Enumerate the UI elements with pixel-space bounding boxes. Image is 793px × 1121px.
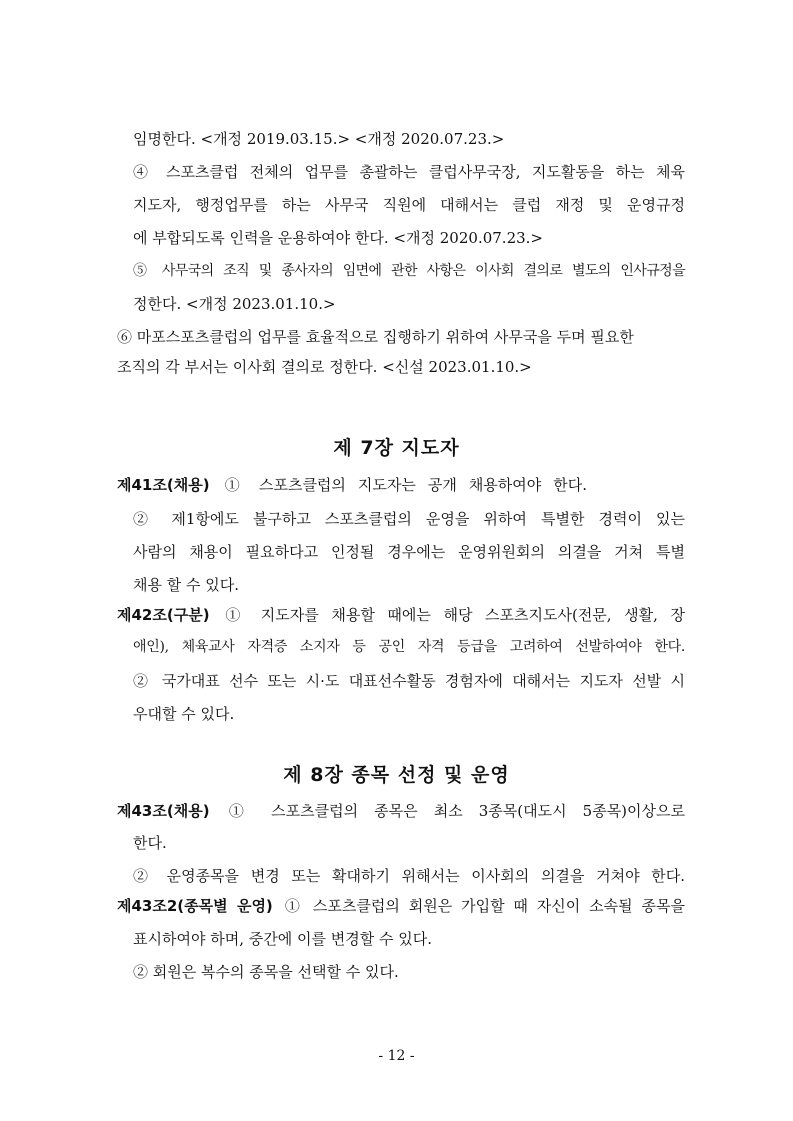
article-41-line-1 — [117, 475, 587, 495]
page-number: - 12 - — [378, 1048, 415, 1064]
chapter-7-title: 제 7장 지도자 — [333, 437, 460, 459]
article-42-line-1 — [117, 605, 685, 625]
text-line: 임명한다. <개정 2019.03.15.> <개정 2020.07.23.> — [133, 130, 505, 148]
article-43-line-1 — [117, 801, 685, 821]
article-43-2-label: 제43조2(종목별 운영) — [117, 897, 273, 915]
article-42-text: ① 지도자를 채용할 때에는 해당 스포츠지도사(전문, 생활, 장 — [217, 606, 685, 624]
article-42-line-4: 우대할 수 있다. — [133, 705, 235, 723]
article-41-text: ① 스포츠클럽의 지도자는 공개 채용하여야 한다. — [217, 476, 587, 494]
article-41-line-4: 채용 할 수 있다. — [133, 576, 240, 594]
article-43-line-2: 한다. — [133, 834, 167, 852]
article-43-line-3: ② 운영종목을 변경 또는 확대하기 위해서는 이사회의 의결을 거쳐야 한다. — [133, 867, 685, 885]
article-41-line-3: 사람의 채용이 필요하다고 인정될 경우에는 운영위원회의 의결을 거쳐 특별 — [133, 543, 685, 561]
chapter-8-title: 제 8장 종목 선정 및 운영 — [283, 764, 510, 786]
article-43-text: ① 스포츠클럽의 종목은 최소 3종목(대도시 5종목)이상으로 — [217, 802, 685, 820]
article-43-2-line-2: 표시하여야 하며, 중간에 이를 변경할 수 있다. — [133, 930, 432, 948]
article-43-label: 제43조(채용) — [117, 802, 210, 820]
article-42-line-3: ② 국가대표 선수 또는 시·도 대표선수활동 경험자에 대해서는 지도자 선발 시 — [133, 672, 685, 690]
article-41-label: 제41조(채용) — [117, 476, 210, 494]
text-line: 조직의 각 부서는 이사회 결의로 정한다. <신설 2023.01.10.> — [117, 358, 532, 376]
article-43-2-text: ① 스포츠클럽의 회원은 가입할 때 자신이 소속될 종목을 — [280, 897, 685, 915]
article-43-2-line-1 — [117, 896, 685, 916]
text-line: 지도자, 행정업무를 하는 사무국 직원에 대해서는 클럽 재정 및 운영규정 — [133, 196, 685, 214]
article-43-2-line-3: ② 회원은 복수의 종목을 선택할 수 있다. — [133, 963, 399, 981]
text-line: ⑤ 사무국의 조직 및 종사자의 임면에 관한 사항은 이사회 결의로 별도의 인사규정을 — [133, 263, 685, 279]
text-line: 정한다. <개정 2023.01.10.> — [133, 295, 336, 313]
text-line: ⑥ 마포스포츠클럽의 업무를 효율적으로 집행하기 위하여 사무국을 두며 필요한 — [117, 328, 634, 346]
text-line: 에 부합되도록 인력을 운용하여야 한다. <개정 2020.07.23.> — [133, 229, 543, 247]
text-line: ④ 스포츠클럽 전체의 업무를 총괄하는 클럽사무국장, 지도활동을 하는 체육 — [133, 163, 685, 181]
article-41-line-2: ② 제1항에도 불구하고 스포츠클럽의 운영을 위하여 특별한 경력이 있는 — [133, 510, 685, 528]
article-42-label: 제42조(구분) — [117, 606, 210, 624]
article-42-line-2: 애인), 체육교사 자격증 소지자 등 공인 자격 등급을 고려하여 선발하여야 한다. — [133, 639, 685, 655]
